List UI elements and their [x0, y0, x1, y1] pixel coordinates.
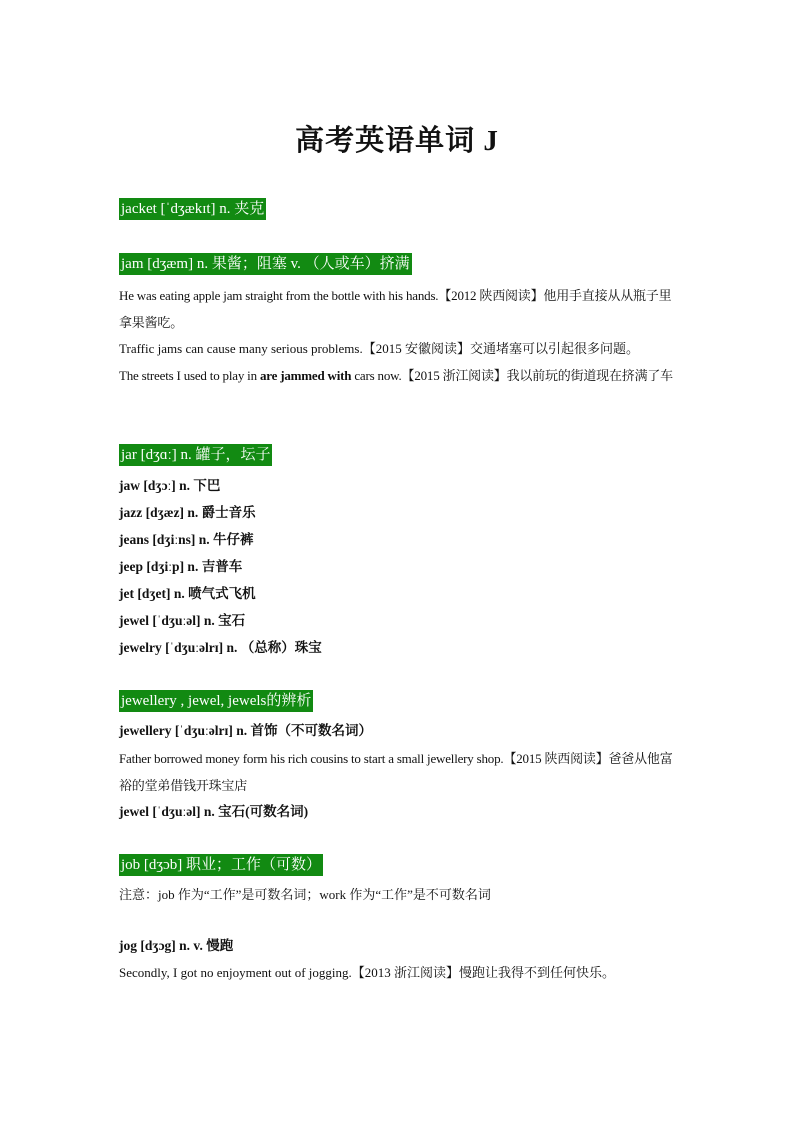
headword-job: job [dʒɔb] 职业；工作（可数） — [119, 854, 323, 876]
headword-jacket: jacket [ˈdʒækɪt] n. 夹克 — [119, 198, 266, 220]
word-jewel: jewel [ˈdʒuːəl] n. 宝石 — [119, 613, 246, 628]
word-jet: jet [dʒet] n. 喷气式飞机 — [119, 586, 256, 601]
example-jam-3-a: The streets I used to play in — [119, 368, 260, 383]
headword-jewellery-comparison: jewellery , jewel, jewels的辨析 — [119, 690, 313, 712]
word-jewelry: jewelry [ˈdʒuːəlrɪ] n. （总称）珠宝 — [119, 640, 322, 655]
word-jeep: jeep [dʒiːp] n. 吉普车 — [119, 559, 243, 574]
page-title: 高考英语单词 J — [295, 125, 499, 157]
example-jam-3 — [119, 362, 679, 389]
example-jam-3-c: cars now.【2015 浙江阅读】我以前玩的街道现在挤满了车 — [351, 368, 673, 383]
word-jaw: jaw [dʒɔː] n. 下巴 — [119, 478, 221, 493]
example-jam-3-phrase: are jammed with — [259, 368, 352, 383]
example-jam-2: Traffic jams can cause many serious problems.【2015 安徽阅读】交通堵塞可以引起很多问题。 — [119, 341, 639, 356]
word-jewellery: jewellery [ˈdʒuːəlrɪ] n. 首饰（不可数名词） — [119, 723, 373, 738]
example-jam-1: He was eating apple jam straight from the bottle with his hands.【2012 陕西阅读】他用手直接从从瓶子里拿果酱吃。 — [119, 288, 672, 330]
word-jewel-countable: jewel [ˈdʒuːəl] n. 宝石(可数名词) — [119, 804, 309, 819]
example-jog: Secondly, I got no enjoyment out of jogging.【2013 浙江阅读】慢跑让我得不到任何快乐。 — [119, 965, 616, 980]
word-jeans: jeans [dʒiːns] n. 牛仔裤 — [119, 532, 254, 547]
word-jog: jog [dʒɔg] n. v. 慢跑 — [119, 938, 234, 953]
headword-jam: jam [dʒæm] n. 果酱；阻塞 v. （人或车）挤满 — [119, 253, 412, 275]
headword-jar: jar [dʒɑː] n. 罐子，坛子 — [119, 444, 272, 466]
example-jewellery: Father borrowed money form his rich cousins to start a small jewellery shop.【2015 陕西阅读】爸爸从他富裕的堂弟借钱开珠宝店 — [119, 751, 673, 793]
note-job: 注意：job 作为“工作”是可数名词；work 作为“工作”是不可数名词 — [119, 887, 491, 902]
word-jazz: jazz [dʒæz] n. 爵士音乐 — [119, 505, 256, 520]
